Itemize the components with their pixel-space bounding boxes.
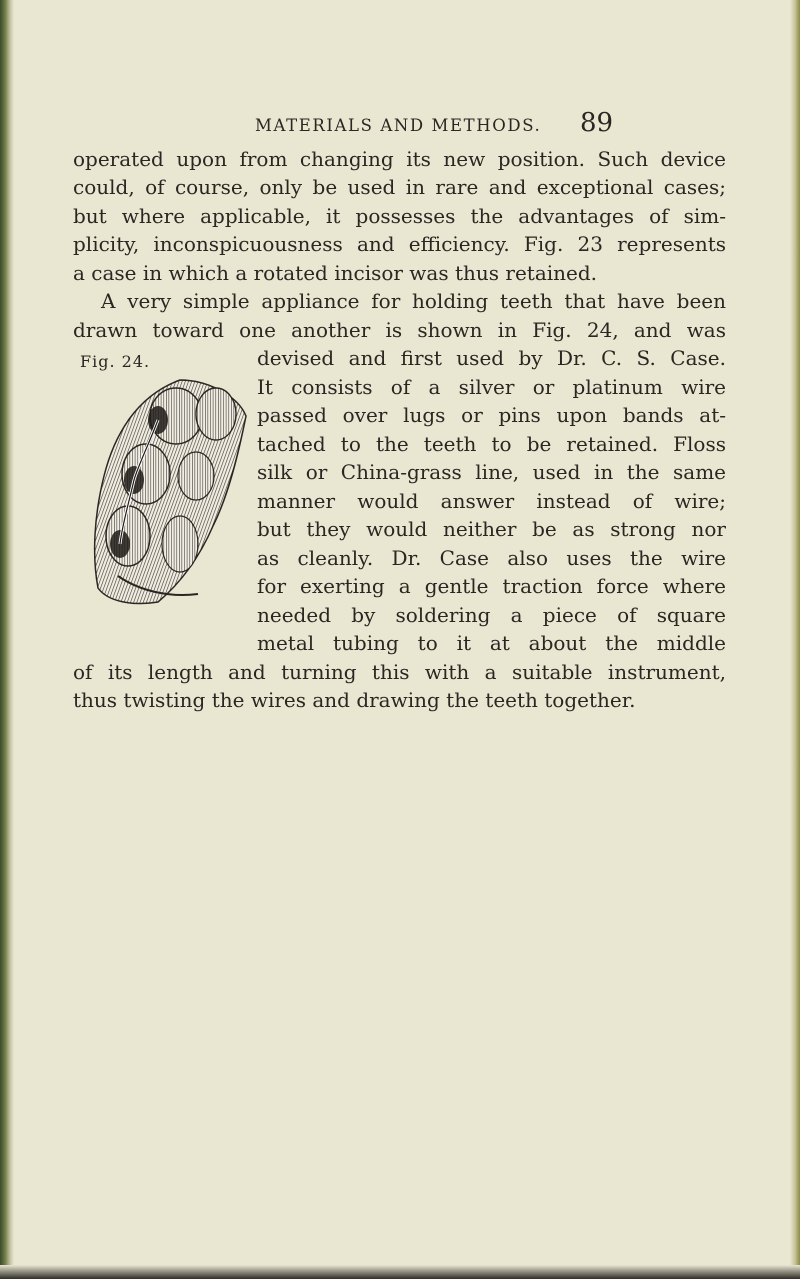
body-line: manner would answer instead of wire;	[257, 489, 726, 513]
running-head	[0, 108, 800, 146]
body-line: devised and first used by Dr. C. S. Case.	[257, 346, 726, 370]
body-line: plicity, inconspicuousness and efficiency. Fig. 23 represents	[73, 232, 726, 256]
body-line: but where applicable, it possesses the advantages of sim-	[73, 204, 726, 228]
body-line: could, of course, only be used in rare and exceptional cases;	[73, 175, 726, 199]
body-line: for exerting a gentle traction force where	[257, 574, 726, 598]
body-line: metal tubing to it at about the middle	[257, 631, 726, 655]
figure-caption: Fig. 24.	[80, 352, 151, 371]
page-bottom-edge	[0, 1265, 800, 1279]
page-left-edge	[0, 0, 14, 1279]
running-head-title: MATERIALS AND METHODS.	[255, 116, 542, 135]
body-line: needed by soldering a piece of square	[257, 603, 726, 627]
body-line: but they would neither be as strong nor	[257, 517, 726, 541]
body-line: a case in which a rotated incisor was thus retained.	[73, 261, 598, 285]
body-line: of its length and turning this with a suitable instrument,	[73, 660, 726, 684]
body-line: passed over lugs or pins upon bands at-	[257, 403, 726, 427]
body-line: as cleanly. Dr. Case also uses the wire	[257, 546, 726, 570]
body-line: thus twisting the wires and drawing the teeth together.	[73, 688, 636, 712]
body-line: silk or China-grass line, used in the same	[257, 460, 726, 484]
body-line: It consists of a silver or platinum wire	[257, 375, 726, 399]
body-line: drawn toward one another is shown in Fig. 24, and was	[73, 318, 726, 342]
body-line: operated upon from changing its new position. Such device	[73, 147, 726, 171]
page-right-edge	[790, 0, 800, 1279]
body-line: tached to the teeth to be retained. Floss	[257, 432, 726, 456]
page-number: 89	[580, 108, 614, 138]
body-line: A very simple appliance for holding teeth that have been	[101, 289, 726, 313]
teeth-with-wire-appliance-illustration	[88, 376, 256, 608]
